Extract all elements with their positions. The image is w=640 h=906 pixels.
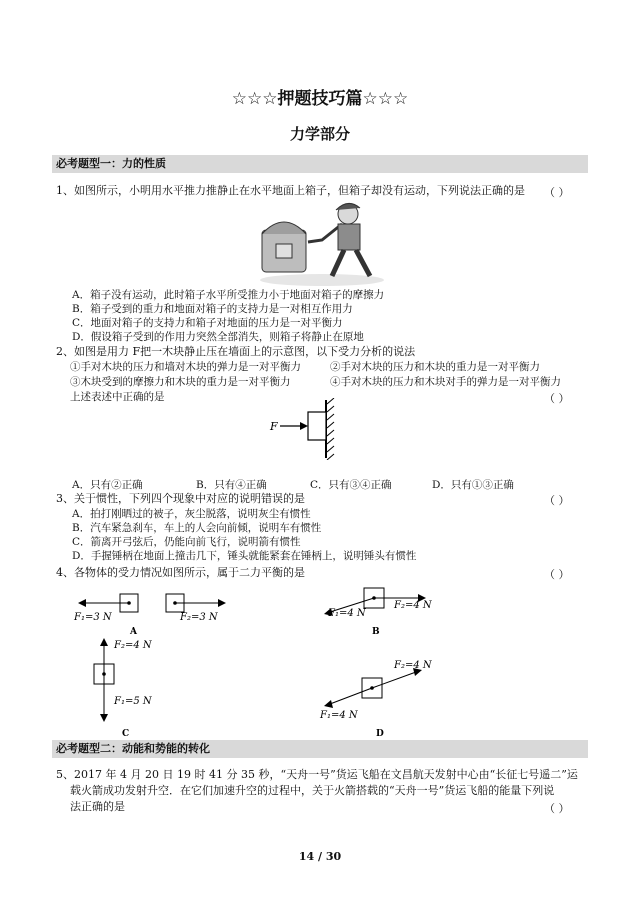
q4-figure-c [84,636,174,740]
q2-figure-block-against-wall [262,398,342,460]
question-1-text: 1、如图所示，小明用水平推力推静止在水平地面上箱子，但箱子却没有运动，下列说法正确的是 [56,184,525,197]
question-5-line-3: 法正确的是 [70,800,125,813]
q4-c-force-1-label: F₁=5 N [114,696,152,707]
q4-c-force-2-label: F₂=4 N [114,640,152,651]
question-2-statement-4: ④手对木块的压力和木块对手的弹力是一对平衡力 [330,376,561,388]
question-3-answer-paren: （ ） [544,494,570,507]
q4-b-label: B [372,627,380,637]
question-2-option-a: A．只有②正确 [72,479,143,491]
question-4-text: 4、各物体的受力情况如图所示，属于二力平衡的是 [56,566,305,579]
page-subtitle: 力学部分 [289,125,350,143]
question-3-option-a: A．拍打刚晒过的被子，灰尘脱落，说明灰尘有惯性 [72,508,311,520]
question-2-answer-paren: （ ） [544,392,570,405]
q4-b-force-1-label: F₁=4 N [328,608,366,619]
q4-d-force-2-label: F₂=4 N [394,660,432,671]
section-header-2: 必考题型二：动能和势能的转化 [52,740,588,758]
q1-figure-boy-pushing-box [252,200,388,288]
question-2-statement-1: ①手对木块的压力和墙对木块的弹力是一对平衡力 [70,361,301,373]
question-2-statement-2: ②手对木块的压力和木块的重力是一对平衡力 [330,361,540,373]
question-2-text: 2、如图是用力 F把一木块静止压在墙面上的示意图，以下受力分析的说法 [56,345,416,358]
q2-force-label: F [270,420,278,433]
question-4-answer-paren: （ ） [544,568,570,581]
question-1-option-d: D．假设箱子受到的作用力突然全部消失，则箱子将静止在原地 [72,331,364,343]
q4-d-force-1-label: F₁=4 N [320,710,358,721]
q4-figure-d [318,656,458,740]
page-number: 14 / 30 [298,850,342,863]
question-3-option-b: B．汽车紧急刹车，车上的人会向前倾，说明车有惯性 [72,522,322,534]
question-2-statement-3: ③木块受到的摩擦力和木块的重力是一对平衡力 [70,376,291,388]
q4-figure-b [308,582,458,638]
question-1-option-a: A．箱子没有运动，此时箱子水平所受推力小于地面对箱子的摩擦力 [72,289,385,301]
page-title: ☆☆☆押题技巧篇☆☆☆ [231,89,409,109]
q4-a-force-1-label: F₁=3 N [74,612,112,623]
question-3-option-d: D．手握锤柄在地面上撞击几下，锤头就能紧套在锤柄上，说明锤头有惯性 [72,550,417,562]
question-5-answer-paren: （ ） [544,802,570,815]
question-5-line-1: 5、2017 年 4 月 20 日 19 时 41 分 35 秒，“天舟一号”货运飞船在文昌航天发射中心由“长征七号遥二”运 [56,768,578,781]
question-3-option-c: C．箭离开弓弦后，仍能向前飞行，说明箭有惯性 [72,536,301,548]
question-2-ask: 上述表述中正确的是 [70,391,165,403]
q4-figure-a [70,590,240,638]
question-1-answer-paren: （ ） [544,186,570,199]
q4-c-label: C [122,729,130,739]
question-3-text: 3、关于惯性，下列四个现象中对应的说明错误的是 [56,492,305,505]
question-5-line-2: 载火箭成功发射升空．在它们加速升空的过程中，关于火箭搭载的“天舟一号”货运飞船的能量下列说 [70,784,555,797]
question-1-option-c: C．地面对箱子的支持力和箱子对地面的压力是一对平衡力 [72,317,343,329]
q4-a-force-2-label: F₂=3 N [180,612,218,623]
question-1-option-b: B．箱子受到的重力和地面对箱子的支持力是一对相互作用力 [72,303,353,315]
q4-b-force-2-label: F₂=4 N [394,600,432,611]
q4-a-label: A [130,627,137,637]
section-header-1: 必考题型一：力的性质 [52,155,588,173]
question-2-option-b: B．只有④正确 [196,479,267,491]
question-2-option-c: C．只有③④正确 [310,479,392,491]
q4-d-label: D [376,729,384,739]
question-2-option-d: D．只有①③正确 [432,479,514,491]
